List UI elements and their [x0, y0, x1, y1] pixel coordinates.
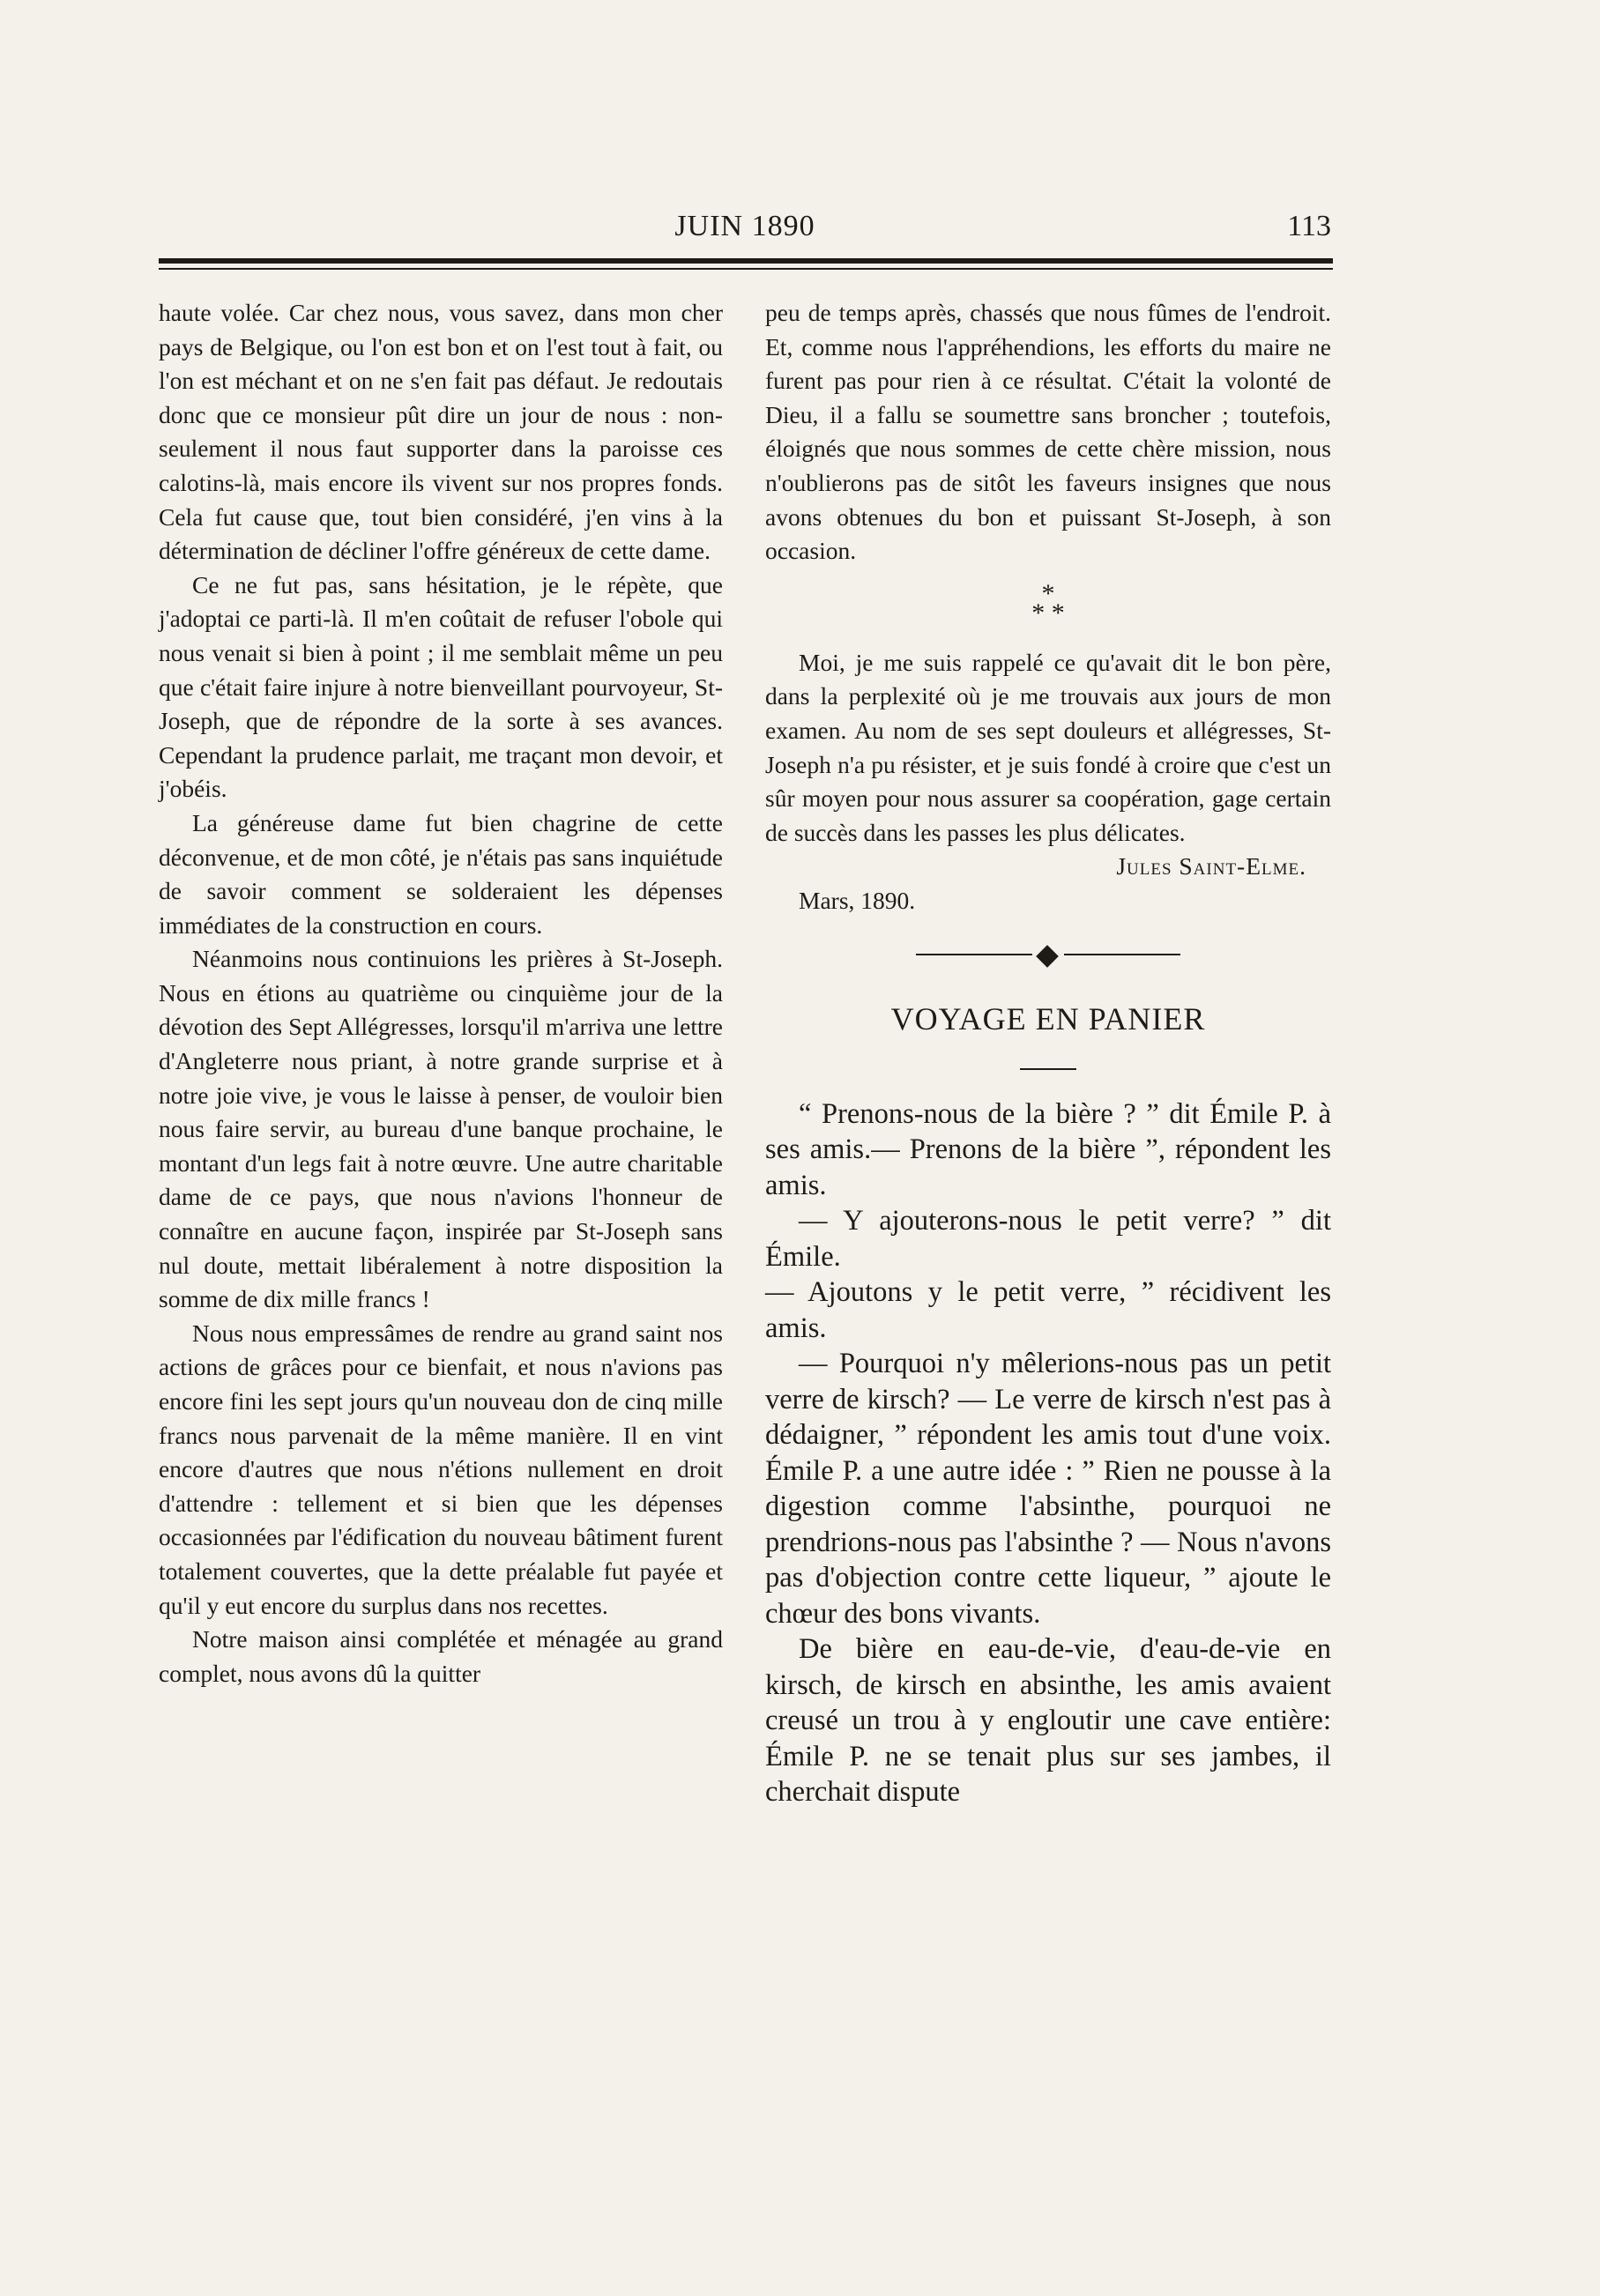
- ornament-diamond: [1036, 945, 1058, 967]
- paragraph: La généreuse dame fut bien chagrine de cette déconvenue, et de mon côté, je n'étais pas sans inquiétude de savoir comment se solderaient les dépenses immédiates de la construction en cours.: [159, 808, 723, 939]
- paragraph: Nous nous empressâmes de rendre au grand saint nos actions de grâces pour ce bienfait, et nous n'avions pas encore fini les sept jours qu'un nouveau don de cinq mille francs nous parvenait de la même manière. Il en vint encore d'autres que nous n'étions nullement en droit d'attendre : tellement et si bien que les dépenses occasionnées par l'édification du nouveau bâtiment furent totalement couvertes, que la dette préalable fut payée et qu'il y eut encore du surplus dans nos recettes.: [159, 1319, 723, 1619]
- paragraph: peu de temps après, chassés que nous fûmes de l'endroit. Et, comme nous l'appréhendions, les efforts du maire ne furent pas pour rien à ce résultat. C'était la volonté de Dieu, il a fallu se soumettre sans broncher ; toutefois, éloignés que nous sommes de cette chère mission, nous n'oublierons pas de sitôt les faveurs insignes que nous avons obtenues du bon et puissant St-Joseph, à son occasion.: [765, 299, 1331, 565]
- paragraph: Notre maison ainsi complétée et ménagée au grand complet, nous avons dû la quitter: [159, 1625, 723, 1687]
- paragraph: — Pourquoi n'y mêlerions-nous pas un petit verre de kirsch? — Le verre de kirsch n'est pas à dédaigner, ” répondent les amis tout d'une voix. Émile P. a une autre idée : ” Rien ne pousse à la digestion comme l'absinthe, pourquoi ne prendrions-nous pas l'absinthe ? — Nous n'avons pas d'objection contre cette liqueur, ” ajoute le chœur des bons vivants.: [765, 1348, 1331, 1630]
- paragraph: Ce ne fut pas, sans hésitation, je le répète, que j'adoptai ce parti-là. Il m'en coûtait de refuser l'obole qui nous venait si bien à point ; il me semblait même un peu que c'était faire injure à notre bienveillant pourvoyeur, St-Joseph, que de répondre de la sorte à ses avances. Cependant la prudence parlait, me traçant mon devoir, et j'obéis.: [159, 570, 723, 803]
- left-column: [159, 296, 723, 1690]
- signature: Jules Saint-Elme.: [1116, 852, 1306, 881]
- paragraph: — Y ajouterons-nous le petit verre? ” dit Émile.: [765, 1205, 1331, 1273]
- paragraph: “ Prenons-nous de la bière ? ” dit Émile P. à ses amis.— Prenons de la bière ”, répondent les amis.: [765, 1097, 1331, 1201]
- ornament-divider: [916, 941, 1180, 968]
- paragraph: De bière en eau-de-vie, d'eau-de-vie en kirsch, de kirsch en absinthe, les amis avaient creusé un trou à y engloutir une cave entière: Émile P. ne se tenait plus sur ses jambes, il cherchait dispute: [765, 1633, 1331, 1808]
- paragraph: Néanmoins nous continuions les prières à St-Joseph. Nous en étions au quatrième ou cinquième jour de la dévotion des Sept Allégresses, lorsqu'il m'arriva une lettre d'Angleterre nous priant, à notre grande surprise et à notre joie vive, je vous le laisse à penser, de vouloir bien nous faire servir, au bureau d'une banque prochaine, le montant d'un legs fait à notre œuvre. Une autre charitable dame de ce pays, que nous n'avions l'honneur de connaître en aucune façon, inspirée par St-Joseph sans nul doute, mettait libéralement à notre disposition la somme de dix mille francs !: [159, 945, 723, 1313]
- paragraph: haute volée. Car chez nous, vous savez, dans mon cher pays de Belgique, ou l'on est bon et on l'est tout à fait, ou l'on est méchant et on ne s'en fait pas défaut. Je redoutais donc que ce monsieur pût dire un jour de nous : non-seulement il nous faut supporter dans la paroisse ces calotins-là, mais encore ils vivent sur nos propres fonds. Cela fut cause que, tout bien considéré, j'en vins à la détermination de décliner l'offre généreux de cette dame.: [159, 299, 723, 565]
- page-number: 113: [1287, 210, 1331, 242]
- page-header: [159, 210, 1331, 254]
- dateline: Mars, 1890.: [799, 886, 916, 914]
- right-column: [765, 296, 1331, 1810]
- header-rule-thin: [159, 268, 1333, 270]
- title-rule: [1020, 1068, 1076, 1070]
- paragraph: Moi, je me suis rappelé ce qu'avait dit le bon père, dans la perplexité où je me trouvais aux jours de mon examen. Au nom de ses sept douleurs et allégresses, St-Joseph n'a pu résister, et je suis fondé à croire que c'est un sûr moyen pour nous assurer sa coopération, gage certain de succès dans les passes les plus délicates.: [765, 648, 1331, 846]
- header-rule-thick: [159, 258, 1333, 264]
- section-separator-stars: * * *: [1031, 578, 1065, 628]
- paragraph: — Ajoutons y le petit verre, ” récidivent les amis.: [765, 1276, 1331, 1344]
- article-title: VOYAGE EN PANIER: [890, 1000, 1206, 1037]
- running-title: JUIN 1890: [674, 210, 815, 242]
